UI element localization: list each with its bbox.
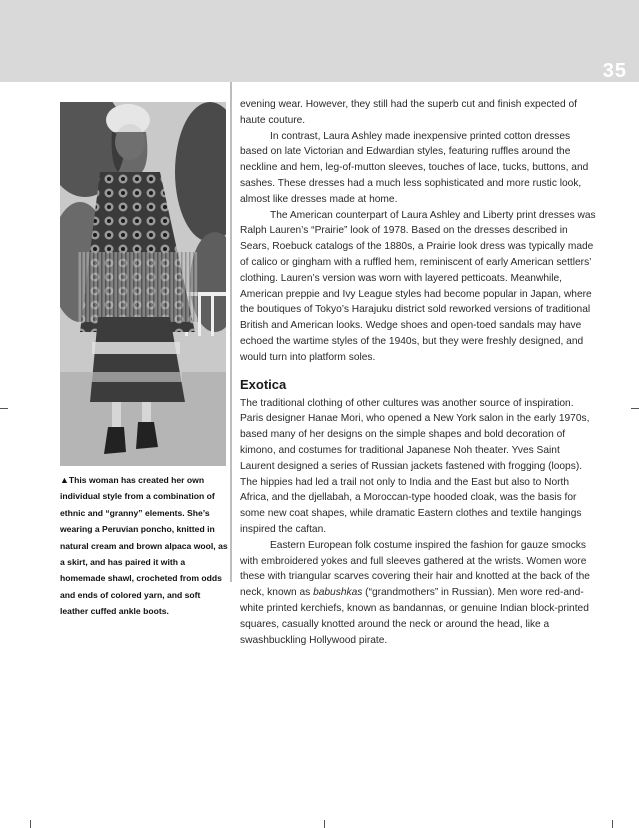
body-text [240, 97, 596, 648]
paragraph-5-text-a: Eastern European folk costume inspired the fashion for gauze smocks with embroidered yokes and full sleeves gathered at the wrists. Women wore these with triangular scarves covering their hair and knotted at the back of the neck, known as [240, 539, 590, 599]
paragraph-4: The traditional clothing of other cultures was another source of inspiration. Paris designer Hanae Mori, who opened a New York salon in the early 1970s, based many of her designs on the simple shapes and bold decoration of kimono, and costumes for traditional Japanese Noh theater. Yves Saint Laurent designed a series of Russian jackets fastened with frogging (loops). The hippies had led a trail not only to India and the East but also to North Africa, and the djellabah, a Moroccan-type hooded cloak, was the basis for some new coat shapes, while dramatic Eastern clothes and textile hangings inspired the caftan. [240, 397, 590, 535]
photo-caption [60, 472, 230, 620]
paragraph-5-italic: babushkas [313, 587, 363, 599]
fashion-photo [60, 102, 226, 466]
paragraph-1: evening wear. However, they still had the superb cut and finish expected of haute couture. [240, 99, 577, 126]
paragraph-3: The American counterpart of Laura Ashley and Liberty print dresses was Ralph Lauren’s “Prairie” look of 1978. Based on the dresses described in Sears, Roebuck catalogs of the 1880s, a Prairie look dress was typically made of calico or gingham with a ruffled hem, reminiscent of early American settlers’ clothing. Lauren’s version was worn with layered petticoats. Meanwhile, American preppie and Ivy League styles had become popular in Japan, where the boutiques of Tokyo’s Harajuku district sold reworked versions of traditional British and American looks. Wedge shoes and open-toed sandals may have echoed the wartime styles of the 1940s, but they were freshly designed, and would turn into platform soles. [240, 209, 596, 363]
crop-mark-right-mid [631, 408, 639, 409]
crop-mark-bottom-left [30, 820, 31, 828]
paragraph-5-text-b: (“grandmothers” in Russian). Men wore red-and-white printed kerchiefs, known as bandannas, or genuine Indian block-printed squares, casually knotted around the neck or around the head, like a swashbuckling Hollywood pirate. [240, 587, 589, 646]
crop-mark-left-mid [0, 408, 8, 409]
column-divider [230, 82, 232, 582]
page-number: 35 [602, 60, 627, 82]
header-band [0, 0, 639, 82]
paragraph-5 [240, 538, 596, 649]
caption-marker: ▲ [60, 475, 69, 485]
crop-mark-bottom-center [324, 820, 325, 828]
paragraph-2: In contrast, Laura Ashley made inexpensive printed cotton dresses based on late Victorian and Edwardian styles, featuring ruffles around the neckline and hem, leg-of-mutton sleeves, touches of lace, tucks, buttons, and sashes. These dresses had a much less sophisticated and more rustic look, almost like dresses made at home. [240, 130, 589, 205]
caption-text: This woman has created her own individual style from a combination of ethnic and “granny” elements. She’s wearing a Peruvian poncho, knitted in natural cream and brown alpaca wool, as a skirt, and has paired it with a homemade shawl, crocheted from odds and ends of colored yarn, and soft leather cuffed ankle boots. [60, 475, 228, 617]
section-heading-exotica: Exotica [240, 376, 287, 392]
crop-mark-bottom-right [612, 820, 613, 828]
